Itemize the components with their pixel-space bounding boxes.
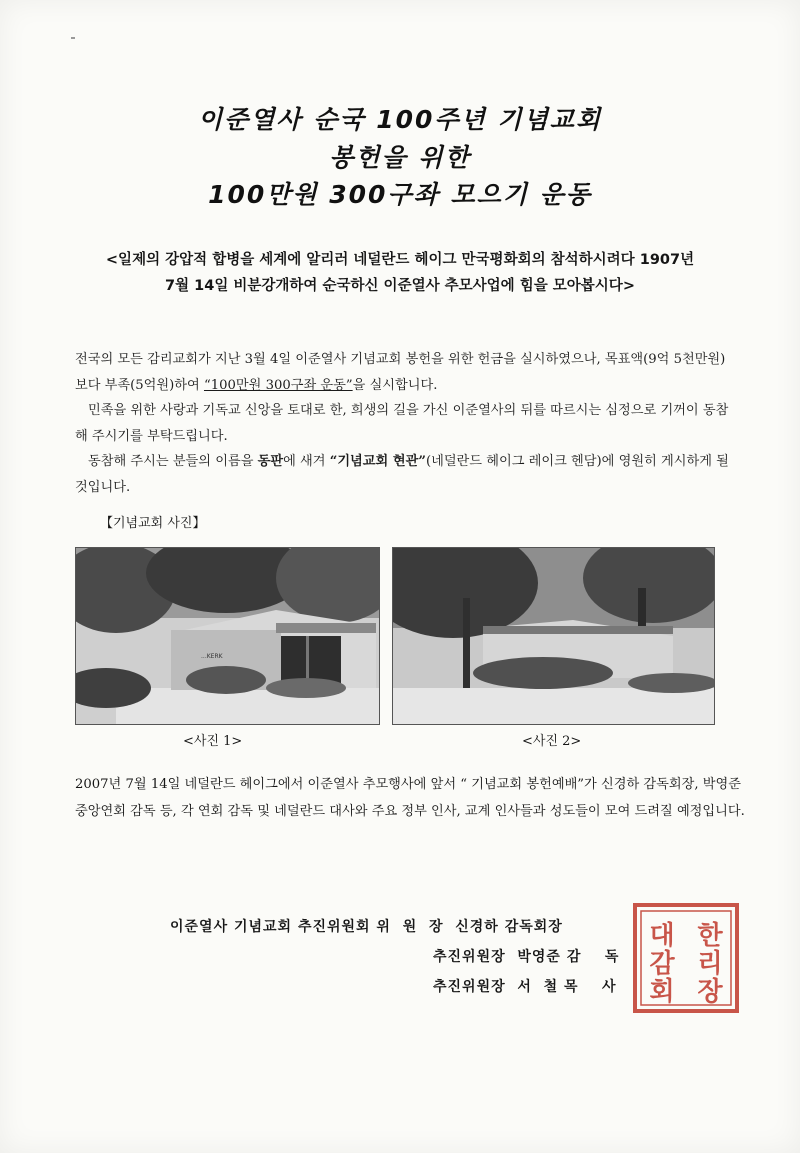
- subtitle-line-1: <일제의 강압적 합병을 세계에 알리러 네덜란드 헤이그 만국평화회의 참석하시려다 1907년: [105, 252, 695, 268]
- signature-committee-2: 추진위원장 서 철 목 사: [433, 979, 617, 995]
- photo-section-label: 【기념교회 사진】: [100, 516, 206, 531]
- svg-text:장: 장: [697, 977, 723, 1007]
- svg-text:회: 회: [649, 977, 675, 1007]
- photo-caption-1: <사진 1>: [183, 734, 243, 749]
- title-line-2: 봉헌을 위한: [329, 143, 471, 172]
- svg-text:대: 대: [649, 921, 675, 951]
- subtitle: [60, 247, 740, 299]
- memorial-church-photo-2: [392, 547, 715, 725]
- intro-paragraphs: [75, 347, 735, 500]
- paragraph-3-mid: 에 새겨: [283, 454, 330, 469]
- scan-speck: [71, 37, 75, 39]
- subtitle-line-2: 7월 14일 비분강개하여 순국하신 이준열사 추모사업에 힘을 모아봅시다>: [165, 278, 635, 294]
- official-seal-stamp: [632, 902, 740, 1014]
- event-paragraph: 2007년 7월 14일 네덜란드 헤이그에서 이준열사 추모행사에 앞서 “ 기념교회 봉헌예배”가 신경하 감독회장, 박영준 중앙연회 감독 등, 각 연회 감독 및 네덜란드 대사와 주요 정부 인사, 교계 인사들과 성도들이 모여 드려질 예정입니다.: [75, 777, 745, 819]
- paragraph-2: 민족을 위한 사랑과 기독교 신앙을 토대로 한, 희생의 길을 가신 이준열사의 뒤를 따르시는 심정으로 기꺼이 동참해 주시기를 부탁드립니다.: [75, 403, 729, 444]
- title-line-3: 100만원 300구좌 모으기 운동: [208, 180, 592, 209]
- bronze-plate-term: 동판: [257, 454, 284, 469]
- memorial-church-photo-1: [75, 547, 380, 725]
- campaign-name: “100만원 300구좌 운동”: [203, 377, 353, 393]
- signature-committee-1: 추진위원장 박영준 감 독: [433, 949, 620, 965]
- svg-text:리: 리: [697, 949, 723, 979]
- signature-chairman: 이준열사 기념교회 추진위원회 위 원 장 신경하 감독회장: [170, 919, 563, 935]
- paragraph-3-end: (네덜란드 헤이그 레이크 헨담)에 영원히 게시하게 될 것입니다.: [75, 454, 729, 495]
- entrance-term: “기념교회 현관”: [329, 454, 426, 469]
- paragraph-3-text: 동참해 주시는 분들의 이름을: [88, 454, 258, 469]
- paragraph-1: [75, 347, 735, 398]
- svg-text:감: 감: [649, 949, 675, 979]
- photo-caption-2: <사진 2>: [522, 734, 582, 749]
- paragraph-3: [75, 449, 735, 500]
- paragraph-1-text: 전국의 모든 감리교회가 지난 3월 4일 이준열사 기념교회 봉헌을 위한 헌금을 실시하였으나, 목표액(9억 5천만원)보다 부족(5억원)하여: [75, 352, 726, 393]
- paragraph-1-end: 을 실시합니다.: [352, 377, 438, 393]
- title-line-1: 이준열사 순국 100주년 기념교회: [197, 105, 603, 134]
- church-sign: ...KERK: [201, 653, 223, 660]
- svg-text:한: 한: [697, 921, 723, 951]
